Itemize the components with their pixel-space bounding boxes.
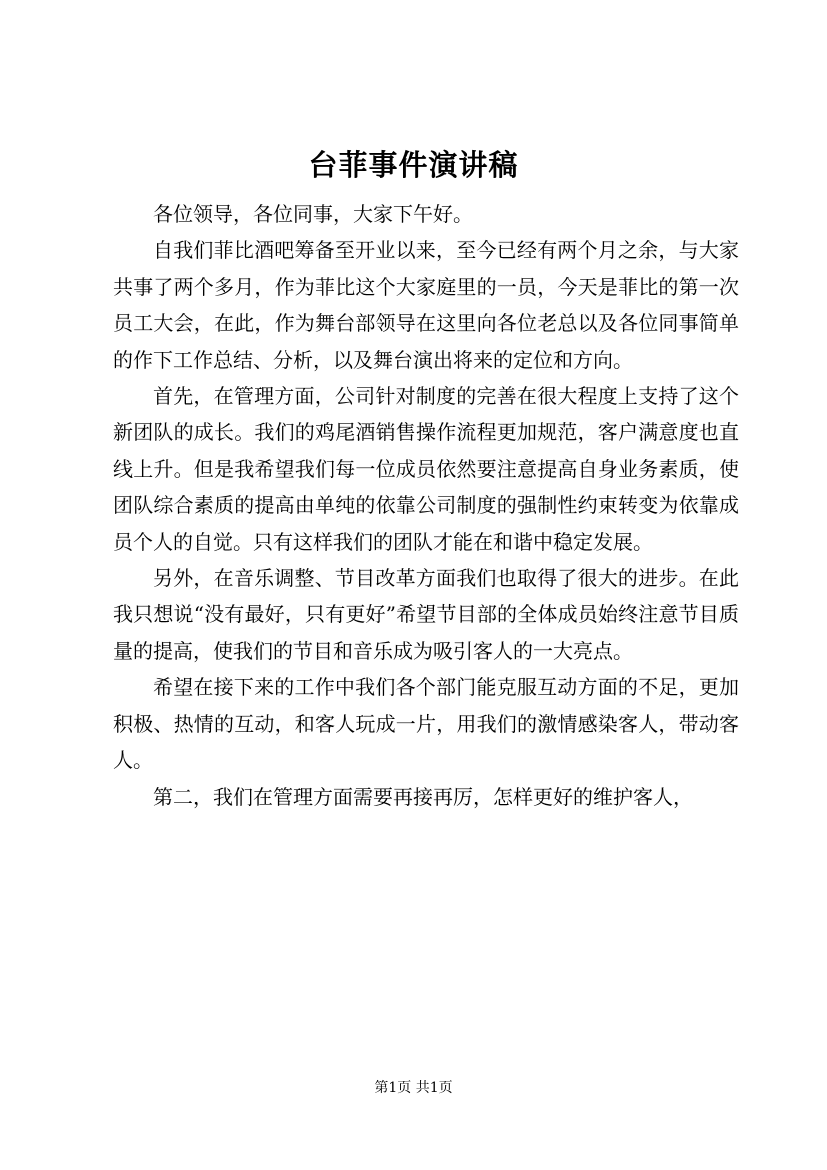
page-number-footer: 第1页 共1页 bbox=[374, 1080, 453, 1096]
paragraph-second-point: 第二，我们在管理方面需要再接再厉，怎样更好的维护客人， bbox=[153, 784, 693, 809]
paragraph-interaction: 希望在接下来的工作中我们各个部门能克服互动方面的不足，更加积极、热情的互动，和客人玩成一片，用我们的激情感染客人，带动客人。 bbox=[113, 675, 739, 773]
paragraph-introduction: 自我们菲比酒吧筹备至开业以来，至今已经有两个月之余，与大家共事了两个多月，作为菲比这个大家庭里的一员，今天是菲比的第一次员工大会，在此，作为舞台部领导在这里向各位老总以及各位同事简单的作下工作总结、分析，以及舞台演出将来的定位和方向。 bbox=[113, 238, 739, 372]
paragraph-greeting: 各位领导，各位同事，大家下午好。 bbox=[153, 202, 473, 226]
paragraph-management: 首先，在管理方面，公司针对制度的完善在很大程度上支持了这个新团队的成长。我们的鸡尾酒销售操作流程更加规范，客户满意度也直线上升。但是我希望我们每一位成员依然要注意提高自身业务素质，使团队综合素质的提高由单纯的依靠公司制度的强制性约束转变为依靠成员个人的自觉。只有这样我们的团队才能在和谐中稳定发展。 bbox=[113, 384, 739, 554]
document-title: 台菲事件演讲稿 bbox=[308, 148, 519, 182]
paragraph-music-programs: 另外，在音乐调整、节目改革方面我们也取得了很大的进步。在此我只想说“没有最好，只有更好”希望节目部的全体成员始终注意节目质量的提高，使我们的节目和音乐成为吸引客人的一大亮点。 bbox=[113, 566, 739, 663]
document-body bbox=[113, 196, 739, 815]
